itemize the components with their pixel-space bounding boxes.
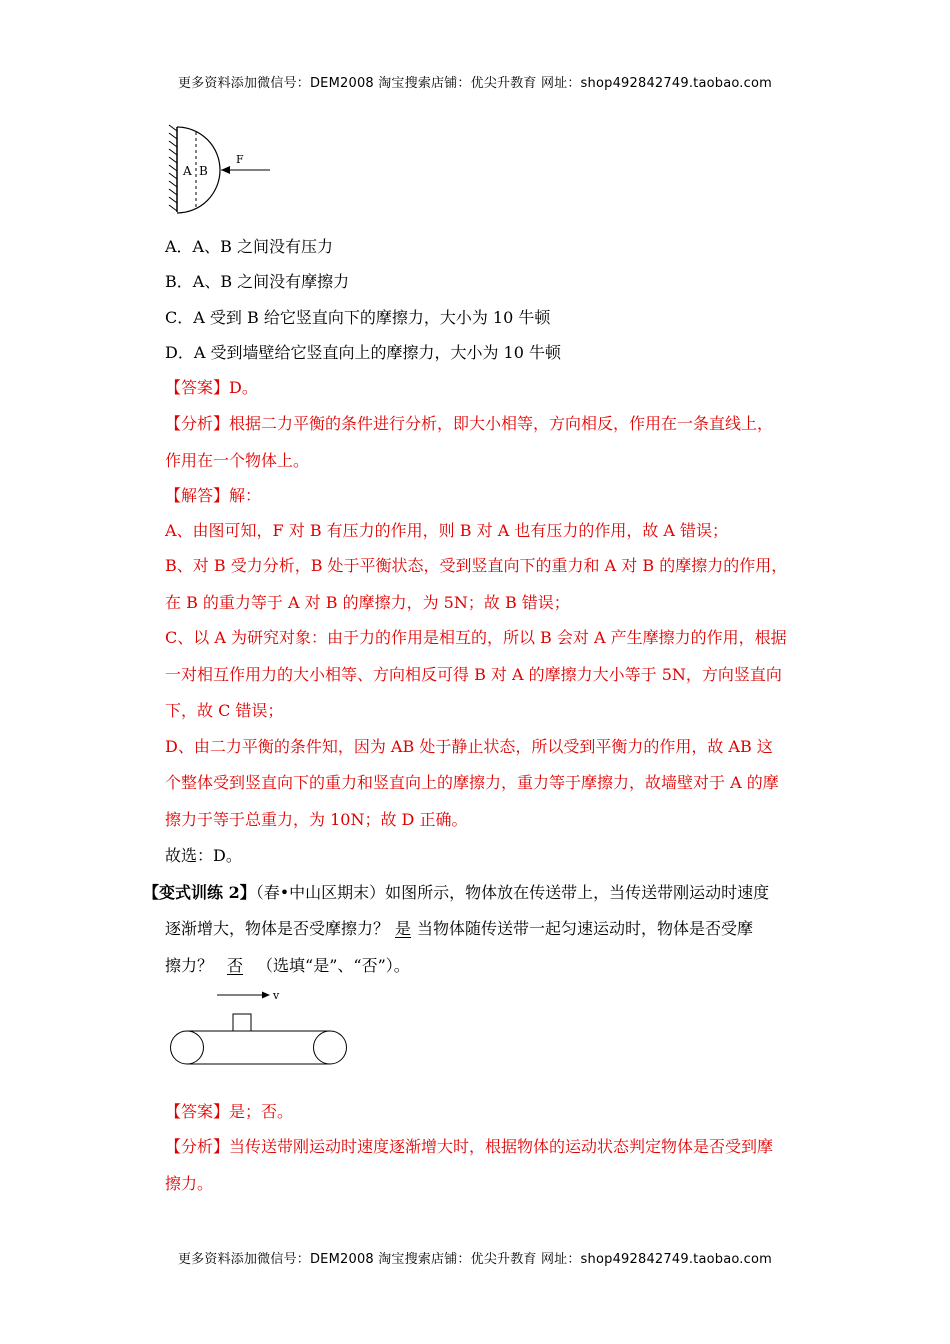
question-2-line-2 bbox=[165, 918, 815, 940]
analysis-1-line-1: 【分析】根据二力平衡的条件进行分析，即大小相等，方向相反，作用在一条直线上， bbox=[165, 414, 774, 433]
figure-conveyor-belt bbox=[162, 987, 352, 1067]
solution-line-6: 下，故 C 错误； bbox=[165, 701, 284, 720]
answer-1: 【答案】D。 bbox=[165, 378, 258, 397]
label-a: A bbox=[183, 164, 192, 178]
option-b: B．A、B 之间没有摩擦力 bbox=[165, 272, 350, 291]
question-2-title: 【变式训练 2】 bbox=[143, 883, 256, 902]
page-header: 更多资料添加微信号：DEM2008 淘宝搜索店铺：优尖升教育 网址：shop492842749.taobao.com bbox=[177, 76, 773, 91]
question-2-text-4: 擦力？ bbox=[165, 956, 214, 975]
label-v: v bbox=[273, 989, 280, 1002]
question-2-line-3 bbox=[165, 955, 815, 977]
figure-wall-hemisphere bbox=[160, 123, 280, 218]
option-c: C．A 受到 B 给它竖直向下的摩擦力，大小为 10 牛顿 bbox=[165, 308, 551, 327]
question-2-text-5: （选填“是”、“否”）。 bbox=[257, 956, 410, 975]
solution-line-4: C、以 A 为研究对象：由于力的作用是相互的，所以 B 会对 A 产生摩擦力的作用，根据 bbox=[165, 628, 787, 647]
question-2-line-1 bbox=[143, 882, 815, 904]
label-f: F bbox=[236, 153, 244, 166]
analysis-2-line-1: 【分析】当传送带刚运动时速度逐渐增大时，根据物体的运动状态判定物体是否受到摩 bbox=[165, 1137, 774, 1156]
solution-line-8: 个整体受到竖直向下的重力和竖直向上的摩擦力，重力等于摩擦力，故墙壁对于 A 的摩 bbox=[165, 773, 779, 792]
analysis-1-line-2: 作用在一个物体上。 bbox=[165, 451, 310, 470]
option-a: A．A、B 之间没有压力 bbox=[165, 237, 333, 256]
solution-line-1: A、由图可知，F 对 B 有压力的作用，则 B 对 A 也有压力的作用，故 A 错误； bbox=[165, 521, 729, 540]
analysis-2-line-2: 擦力。 bbox=[165, 1174, 214, 1193]
solution-title: 【解答】解： bbox=[165, 486, 262, 505]
page-footer: 更多资料添加微信号：DEM2008 淘宝搜索店铺：优尖升教育 网址：shop492842749.taobao.com bbox=[177, 1252, 773, 1267]
solution-line-5: 一对相互作用力的大小相等、方向相反可得 B 对 A 的摩擦力大小等于 5N，方向竖直向 bbox=[165, 665, 782, 684]
solution-line-2: B、对 B 受力分析，B 处于平衡状态，受到竖直向下的重力和 A 对 B 的摩擦力的作用， bbox=[165, 556, 788, 575]
question-2-text-2: 逐渐增大，物体是否受摩擦力？ bbox=[165, 919, 390, 938]
solution-line-9: 擦力于等于总重力，为 10N；故 D 正确。 bbox=[165, 810, 468, 829]
question-2-text-1: （春•中山区期末）如图所示，物体放在传送带上，当传送带刚运动时速度 bbox=[255, 883, 770, 902]
option-d: D．A 受到墙壁给它竖直向上的摩擦力，大小为 10 牛顿 bbox=[165, 343, 562, 362]
final-choice: 故选：D。 bbox=[165, 846, 242, 865]
solution-line-3: 在 B 的重力等于 A 对 B 的摩擦力，为 5N；故 B 错误； bbox=[165, 593, 570, 612]
solution-line-7: D、由二力平衡的条件知，因为 AB 处于静止状态，所以受到平衡力的作用，故 AB 这 bbox=[165, 737, 773, 756]
blank-2: 否 bbox=[227, 956, 244, 975]
label-b: B bbox=[199, 164, 208, 178]
blank-1: 是 bbox=[395, 919, 412, 938]
question-2-text-3: 当物体随传送带一起匀速运动时，物体是否受摩 bbox=[417, 919, 754, 938]
answer-2: 【答案】是；否。 bbox=[165, 1102, 294, 1121]
